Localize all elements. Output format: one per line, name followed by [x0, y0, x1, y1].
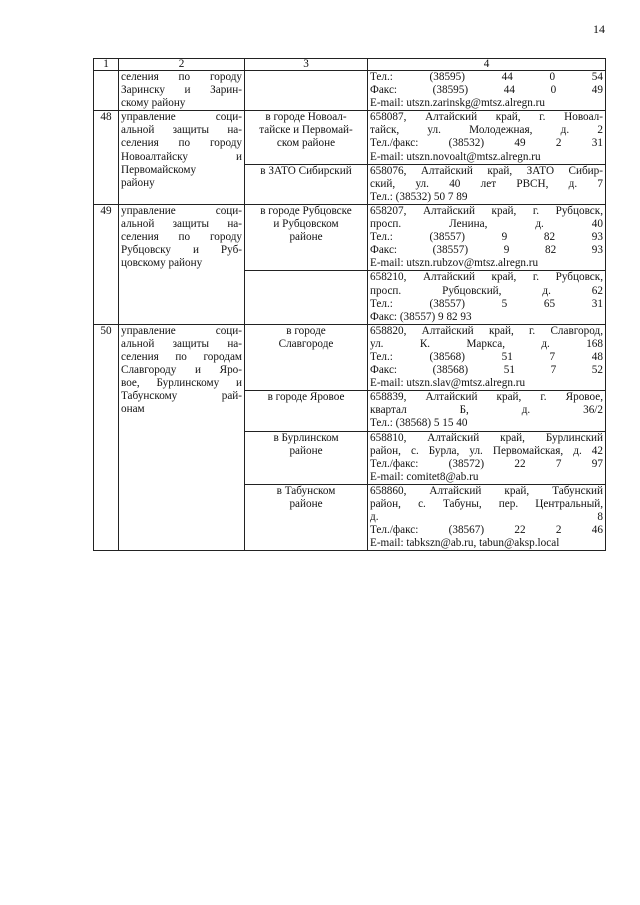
service-area-cell	[245, 391, 368, 431]
text-line: в городе Яровое	[267, 391, 345, 404]
header-cell-1: 1	[94, 59, 119, 71]
organization-cell	[119, 111, 245, 205]
contact-cell	[368, 431, 606, 484]
text-line: E-mail: utszn.zarinskg@mtsz.alregn.ru	[370, 97, 545, 110]
text-line: в городе Рубцовске	[260, 204, 352, 217]
text-line: Тел./факс: (38567) 22 2 46	[370, 524, 603, 537]
text-line: ском районе	[276, 137, 336, 150]
table-row	[94, 204, 606, 270]
text-line: в Бурлинском	[273, 431, 339, 444]
text-line: 658207, Алтайский край, г. Рубцовск,	[370, 204, 603, 217]
text-line: управление соци-	[121, 111, 242, 124]
text-line: квартал Б, д. 36/2	[370, 404, 603, 417]
text-line: Тел.: (38557) 9 82 93	[370, 231, 603, 244]
text-line: Тел./факс: (38532) 49 2 31	[370, 137, 603, 150]
text-line: ский, ул. 40 лет РВСН, д. 7	[370, 177, 603, 190]
text-line: Первомайскому	[121, 163, 197, 176]
text-line: Факс: (38557) 9 82 93	[370, 310, 472, 323]
text-line: 658076, Алтайский край, ЗАТО Сибир-	[370, 164, 603, 177]
text-line: район, с. Табуны, пер. Центральный,	[370, 498, 603, 510]
service-area-cell	[245, 431, 368, 484]
header-cell-3: 3	[245, 59, 368, 71]
text-line: селения по городам	[121, 350, 242, 363]
text-line: 658087, Алтайский край, г. Новоал-	[370, 111, 603, 124]
regional-offices-table	[93, 58, 606, 551]
text-line: селения по городу	[121, 231, 242, 244]
text-line: Славгороде	[278, 337, 334, 350]
page-number: 14	[593, 22, 605, 36]
text-line: 658839, Алтайский край, г. Яровое,	[370, 391, 603, 404]
service-area-cell	[245, 164, 368, 204]
organization-cell	[119, 204, 245, 324]
text-line: Факс: (38595) 44 0 49	[370, 84, 603, 97]
text-line: онам	[121, 403, 145, 416]
text-line: E-mail: tabkszn@ab.ru, tabun@aksp.local	[370, 537, 560, 550]
text-line: в городе	[286, 324, 326, 337]
table-body	[94, 59, 606, 551]
contact-cell	[368, 204, 606, 270]
text-line: Тел.: (38568) 51 7 48	[370, 350, 603, 363]
contact-cell	[368, 484, 606, 550]
contact-cell	[368, 111, 606, 164]
text-line: Факс: (38568) 51 7 52	[370, 364, 603, 377]
text-line: району	[121, 176, 155, 189]
text-line: Табунскому рай-	[121, 390, 242, 403]
text-line: селения по городу	[121, 137, 242, 150]
text-line: цовскому району	[121, 257, 203, 270]
contact-cell	[368, 271, 606, 324]
text-line: альной защиты на-	[121, 218, 242, 231]
row-number-cell	[94, 71, 119, 111]
service-area-cell	[245, 484, 368, 550]
text-line: районе	[289, 231, 323, 244]
header-row	[94, 59, 606, 71]
text-line: Тел.: (38595) 44 0 54	[370, 71, 603, 83]
contact-cell	[368, 391, 606, 431]
text-line: E-mail: utszn.rubzov@mtsz.alregn.ru	[370, 257, 539, 270]
text-line: районе	[289, 444, 323, 457]
contact-cell	[368, 164, 606, 204]
text-line: в городе Новоал-	[265, 111, 347, 124]
text-line: в ЗАТО Сибирский	[260, 164, 352, 177]
text-line: Тел./факс: (38572) 22 7 97	[370, 457, 603, 470]
text-line: просп. Ленина, д. 40	[370, 218, 603, 231]
text-line: E-mail: comitet8@ab.ru	[370, 470, 479, 483]
header-cell-2: 2	[119, 59, 245, 71]
text-line: д. 8	[370, 511, 603, 524]
service-area-cell	[245, 324, 368, 390]
text-line: Тел.: (38557) 5 65 31	[370, 297, 603, 310]
text-line: Славгороду и Яро-	[121, 364, 242, 377]
contact-cell	[368, 324, 606, 390]
text-line: 658860, Алтайский край, Табунский	[370, 484, 603, 497]
table-row	[94, 111, 606, 164]
text-line: 658810, Алтайский край, Бурлинский	[370, 431, 603, 444]
row-number-cell: 49	[94, 204, 119, 324]
text-line: управление соци-	[121, 204, 242, 217]
row-number-cell: 50	[94, 324, 119, 551]
text-line: скому району	[121, 97, 186, 110]
service-area-cell	[245, 271, 368, 324]
text-line: тайске и Первомай-	[259, 124, 353, 137]
text-line: Факс: (38557) 9 82 93	[370, 244, 603, 257]
text-line: альной защиты на-	[121, 337, 242, 350]
text-line: ул. К. Маркса, д. 168	[370, 337, 603, 350]
text-line: в Табунском	[276, 484, 336, 497]
contact-cell	[368, 71, 606, 111]
text-line: E-mail: utszn.novoalt@mtsz.alregn.ru	[370, 150, 541, 163]
service-area-cell	[245, 71, 368, 111]
text-line: район, с. Бурла, ул. Первомайская, д. 42	[370, 444, 603, 457]
text-line: тайск, ул. Молодежная, д. 2	[370, 124, 603, 137]
text-line: Рубцовску и Руб-	[121, 244, 242, 257]
text-line: 658210, Алтайский край, г. Рубцовск,	[370, 271, 603, 284]
text-line: вое, Бурлинскому и	[121, 377, 242, 390]
text-line: управление соци-	[121, 324, 242, 337]
text-line: и Рубцовском	[273, 218, 339, 231]
text-line: Тел.: (38568) 5 15 40	[370, 417, 468, 430]
row-number-cell: 48	[94, 111, 119, 205]
text-line: Тел.: (38532) 50 7 89	[370, 190, 468, 203]
organization-cell	[119, 324, 245, 551]
header-cell-4: 4	[368, 59, 606, 71]
organization-cell	[119, 71, 245, 111]
text-line: 658820, Алтайский край, г. Славгород,	[370, 324, 603, 337]
service-area-cell	[245, 204, 368, 270]
text-line: Заринску и Зарин-	[121, 84, 242, 97]
text-line: Новоалтайску и	[121, 150, 242, 163]
table-row	[94, 324, 606, 390]
service-area-cell	[245, 111, 368, 164]
text-line: альной защиты на-	[121, 124, 242, 137]
text-line: E-mail: utszn.slav@mtsz.alregn.ru	[370, 377, 526, 390]
text-line: просп. Рубцовский, д. 62	[370, 284, 603, 297]
text-line: селения по городу	[121, 71, 242, 83]
table-row	[94, 71, 606, 111]
text-line: районе	[289, 498, 323, 510]
